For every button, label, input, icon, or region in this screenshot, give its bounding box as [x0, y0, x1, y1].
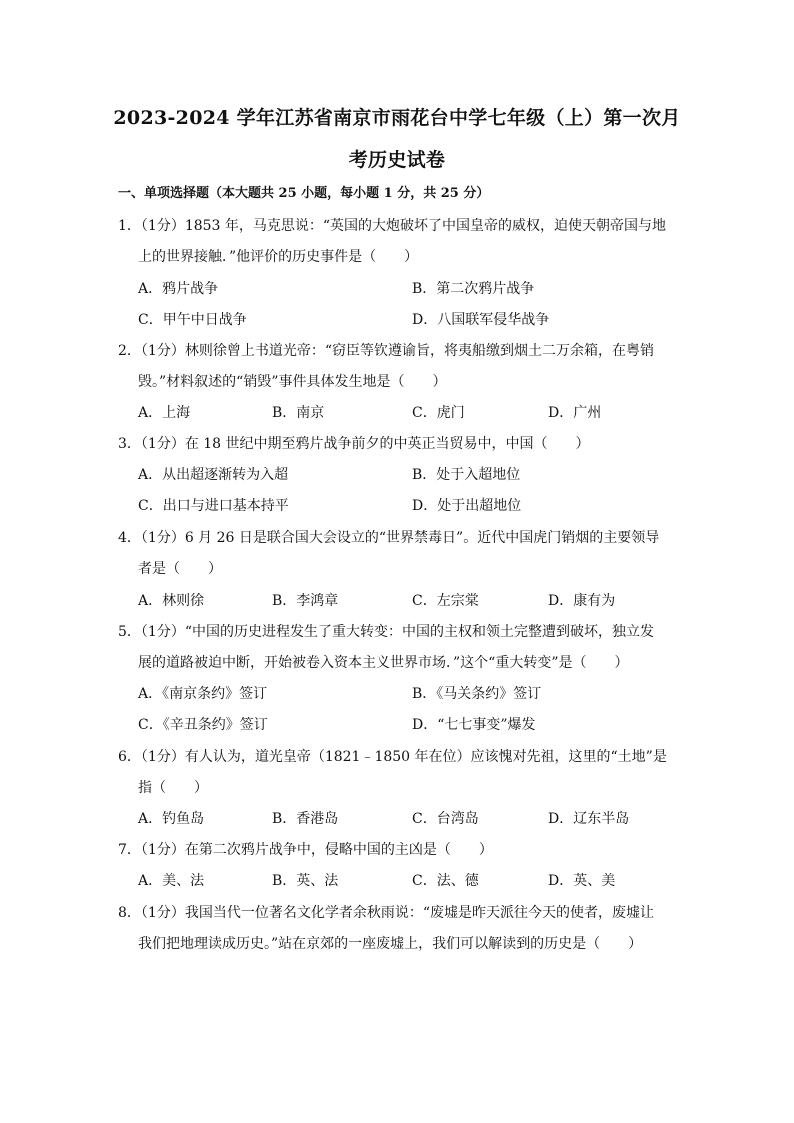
question-7-option-c: C．法、德: [412, 873, 479, 889]
section-heading: 一、单项选择题（本大题共 25 小题，每小题 1 分，共 25 分）: [118, 186, 490, 201]
question-3-option-d: D．处于出超地位: [412, 498, 522, 514]
question-2-stem: 2．（1分）林则徐曾上书道光帝：“窃臣等钦遵谕旨，将夷船缴到烟土二万余箱，在粤销: [118, 343, 654, 359]
question-7-option-b: B．英、法: [272, 873, 339, 889]
question-6-option-d: D．辽东半岛: [548, 811, 630, 827]
question-2-option-a: A．上海: [138, 405, 191, 421]
question-4-stem: 4．（1分）6 月 26 日是联合国大会设立的“世界禁毒日”。近代中国虎门销烟的主要领导: [118, 530, 660, 546]
question-4-option-c: C．左宗棠: [412, 593, 479, 609]
question-4-option-b: B．李鸿章: [272, 593, 339, 609]
question-4-stem-cont: 者是（ ）: [138, 561, 222, 577]
question-8-stem-cont: 我们把地理读成历史。”站在京郊的一座废墟上，我们可以解读到的历史是（ ）: [138, 936, 643, 952]
question-2-option-c: C．虎门: [412, 405, 465, 421]
question-2-stem-cont: 毁。”材料叙述的“销毁”事件具体发生地是（ ）: [138, 374, 447, 390]
question-5-option-b: B．《马关条约》签订: [412, 686, 542, 702]
question-4-option-a: A．林则徐: [138, 593, 205, 609]
question-1-stem-cont: 上的世界接触．”他评价的历史事件是（ ）: [138, 249, 419, 265]
question-2-option-b: B．南京: [272, 405, 325, 421]
question-6-option-a: A．钓鱼岛: [138, 811, 205, 827]
question-6-option-b: B．香港岛: [272, 811, 339, 827]
question-5-option-d: D．“七七事变”爆发: [412, 717, 536, 733]
question-3-option-a: A．从出超逐渐转为入超: [138, 467, 289, 483]
question-7-option-a: A．美、法: [138, 873, 205, 889]
question-5-stem-cont: 展的道路被迫中断，开始被卷入资本主义世界市场．”这个“重大转变”是（ ）: [138, 655, 629, 671]
question-3-option-b: B．处于入超地位: [412, 467, 521, 483]
question-8-stem: 8．（1分）我国当代一位著名文化学者余秋雨说：“废墟是昨天派往今天的使者，废墟让: [118, 905, 654, 921]
question-7-stem: 7．（1分）在第二次鸦片战争中，侵略中国的主凶是（ ）: [118, 842, 493, 858]
question-1-option-d: D．八国联军侵华战争: [412, 312, 550, 328]
exam-title-line-1: 2023-2024 学年江苏省南京市雨花台中学七年级（上）第一次月: [113, 107, 681, 129]
question-6-option-c: C．台湾岛: [412, 811, 479, 827]
question-1-option-b: B．第二次鸦片战争: [412, 281, 535, 297]
question-5-option-a: A．《南京条约》签订: [138, 686, 268, 702]
question-5-stem: 5．（1分）“中国的历史进程发生了重大转变：中国的主权和领土完整遭到破坏，独立发: [118, 624, 654, 640]
question-1-option-a: A．鸦片战争: [138, 281, 219, 297]
question-2-option-d: D．广州: [548, 405, 602, 421]
question-6-stem: 6．（1分）有人认为，道光皇帝（1821﹣1850 年在位）应该愧对先祖，这里的“土地”是: [118, 749, 667, 765]
question-3-option-c: C．出口与进口基本持平: [138, 498, 289, 514]
question-5-option-c: C．《辛丑条约》签订: [138, 717, 268, 733]
question-3-stem: 3．（1分）在 18 世纪中期至鸦片战争前夕的中英正当贸易中，中国（ ）: [118, 436, 590, 452]
question-4-option-d: D．康有为: [548, 593, 616, 609]
question-1-stem: 1．（1分）1853 年，马克思说：“英国的大炮破坏了中国皇帝的威权，迫使天朝帝国与地: [118, 218, 667, 234]
exam-title-line-2: 考历史试卷: [348, 149, 446, 171]
question-1-option-c: C．甲午中日战争: [138, 312, 247, 328]
question-7-option-d: D．英、美: [548, 873, 616, 889]
question-6-stem-cont: 指（ ）: [138, 780, 208, 796]
